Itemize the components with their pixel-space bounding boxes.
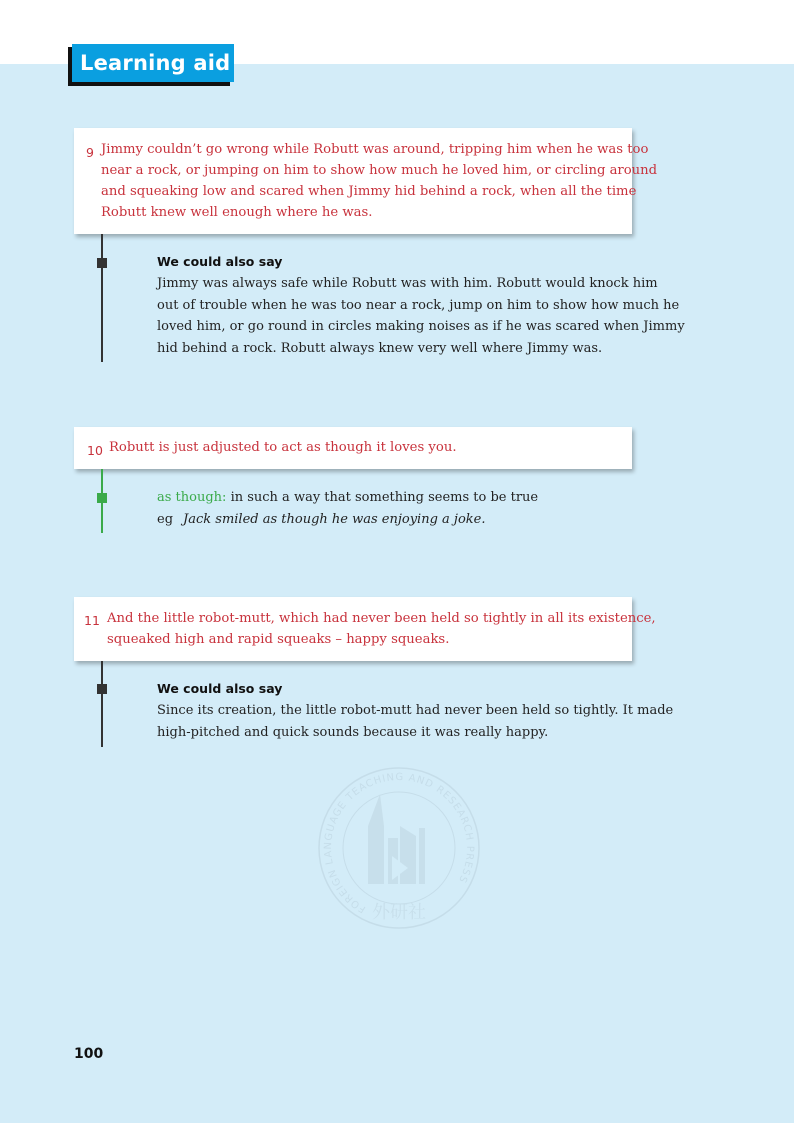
- explanation-text: [157, 273, 685, 359]
- note-number: 9: [86, 145, 94, 160]
- bullet-marker: [97, 684, 107, 694]
- eg-label: eg: [157, 511, 174, 527]
- quote-line: Robutt is just adjusted to act as though it loves you.: [109, 440, 457, 455]
- quote-line: and squeaking low and scared when Jimmy hid behind a rock, when all the time: [101, 184, 637, 199]
- explanation-line: hid behind a rock. Robutt always knew very well where Jimmy was.: [157, 340, 603, 356]
- quote-line: squeaked high and rapid squeaks – happy squeaks.: [107, 632, 450, 647]
- watermark-logo-text: 外研社: [372, 902, 426, 923]
- quote-line: And the little robot-mutt, which had never been held so tightly in all its existence,: [107, 611, 656, 626]
- explanation-line: loved him, or go round in circles making noises as if he was scared when Jimmy: [157, 319, 685, 334]
- quote-text: [109, 437, 457, 458]
- explanation-line: out of trouble when he was too near a rock, jump on him to show how much he: [157, 297, 680, 313]
- example-sentence: Jack smiled as though he was enjoying a joke.: [183, 511, 486, 527]
- quote-text: [101, 139, 657, 223]
- page-number: 100: [74, 1046, 104, 1062]
- explanation-line: Jimmy was always safe while Robutt was with him. Robutt would knock him: [157, 276, 658, 291]
- example-line: [157, 509, 637, 531]
- publisher-watermark: [318, 766, 480, 946]
- section-heading: We could also say: [157, 681, 283, 696]
- watermark-ring-text: FOREIGN LANGUAGE TEACHING AND RESEARCH PRESS: [322, 771, 476, 915]
- quote-card-11: [74, 597, 656, 661]
- explanation-line: Since its creation, the little robot-mutt had never been held so tightly. It made: [157, 703, 674, 718]
- note-number: 11: [84, 613, 100, 628]
- vocab-term: as though:: [157, 490, 227, 505]
- explanation-line: high-pitched and quick sounds because it was really happy.: [157, 724, 549, 740]
- explanation-text: [157, 700, 674, 743]
- quote-text: [107, 608, 656, 650]
- bullet-marker: [97, 258, 107, 268]
- definition-line: [157, 487, 637, 509]
- connector-line: [101, 661, 103, 747]
- bullet-marker: [97, 493, 107, 503]
- svg-text:FOREIGN LANGUAGE TEACHING AND: [323, 772, 475, 915]
- note-number: 10: [87, 443, 103, 458]
- page-title: Learning aid: [72, 44, 234, 82]
- quote-line: Robutt knew well enough where he was.: [101, 205, 373, 220]
- quote-card-9: [74, 128, 658, 234]
- quote-line: near a rock, or jumping on him to show how much he loved him, or circling around: [101, 163, 658, 178]
- section-heading: We could also say: [157, 254, 283, 269]
- definition: in such a way that something seems to be true: [226, 490, 539, 505]
- quote-card-10: [74, 427, 632, 469]
- quote-line: Jimmy couldn’t go wrong while Robutt was around, tripping him when he was too: [101, 142, 649, 157]
- connector-line: [101, 234, 103, 362]
- definition-text: [157, 487, 637, 530]
